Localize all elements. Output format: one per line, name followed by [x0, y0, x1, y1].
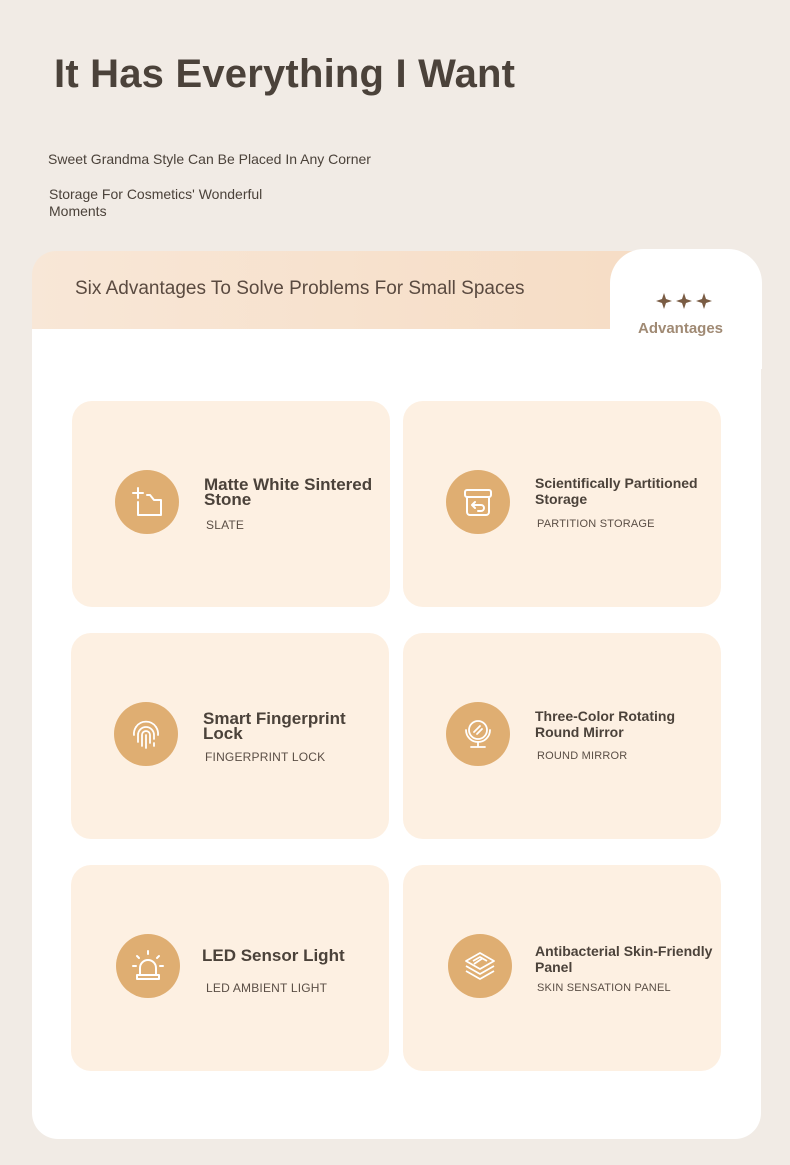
- feature-card-partitioned-storage: [403, 401, 721, 607]
- feature-card-fingerprint-lock: [71, 633, 389, 839]
- feature-title: Smart Fingerprint Lock: [203, 709, 346, 743]
- feature-card-antibacterial-panel: [403, 865, 721, 1071]
- feature-card-round-mirror: [403, 633, 721, 839]
- feature-icon-badge: [115, 470, 179, 534]
- feature-subtitle: PARTITION STORAGE: [537, 518, 655, 530]
- feature-subtitle: SLATE: [206, 518, 245, 532]
- feature-card-sintered-stone: [72, 401, 390, 607]
- feature-title: LED Sensor Light: [202, 946, 345, 965]
- add-folder-icon: [128, 483, 166, 521]
- page-title: It Has Everything I Want: [54, 52, 516, 96]
- feature-icon-badge: [114, 702, 178, 766]
- feature-icon-badge: [448, 934, 512, 998]
- feature-title: Antibacterial Skin-Friendly Panel: [535, 943, 713, 975]
- feature-subtitle: FINGERPRINT LOCK: [205, 750, 326, 764]
- feature-subtitle: LED AMBIENT LIGHT: [206, 981, 328, 995]
- banner-text: Six Advantages To Solve Problems For Small Spaces: [75, 278, 525, 299]
- fingerprint-icon: [127, 715, 165, 753]
- feature-icon-badge: [446, 702, 510, 766]
- subtitle-secondary: Storage For Cosmetics' Wonderful Moments: [49, 186, 263, 219]
- feature-title: Three-Color Rotating Round Mirror: [535, 708, 675, 740]
- feature-subtitle: ROUND MIRROR: [537, 750, 628, 762]
- alarm-light-icon: [129, 947, 167, 985]
- feature-subtitle: SKIN SENSATION PANEL: [537, 982, 671, 994]
- feature-title: Scientifically Partitioned Storage: [535, 475, 698, 507]
- storage-box-icon: [459, 483, 497, 521]
- feature-title: Matte White Sintered Stone: [204, 475, 373, 509]
- mirror-icon: [459, 715, 497, 753]
- layers-icon: [461, 947, 499, 985]
- feature-icon-badge: [446, 470, 510, 534]
- subtitle-primary: Sweet Grandma Style Can Be Placed In Any Corner: [48, 151, 371, 167]
- sparkle-stars-icon: [655, 290, 713, 312]
- feature-card-led-light: [71, 865, 389, 1071]
- tab-label: Advantages: [638, 320, 724, 337]
- feature-icon-badge: [116, 934, 180, 998]
